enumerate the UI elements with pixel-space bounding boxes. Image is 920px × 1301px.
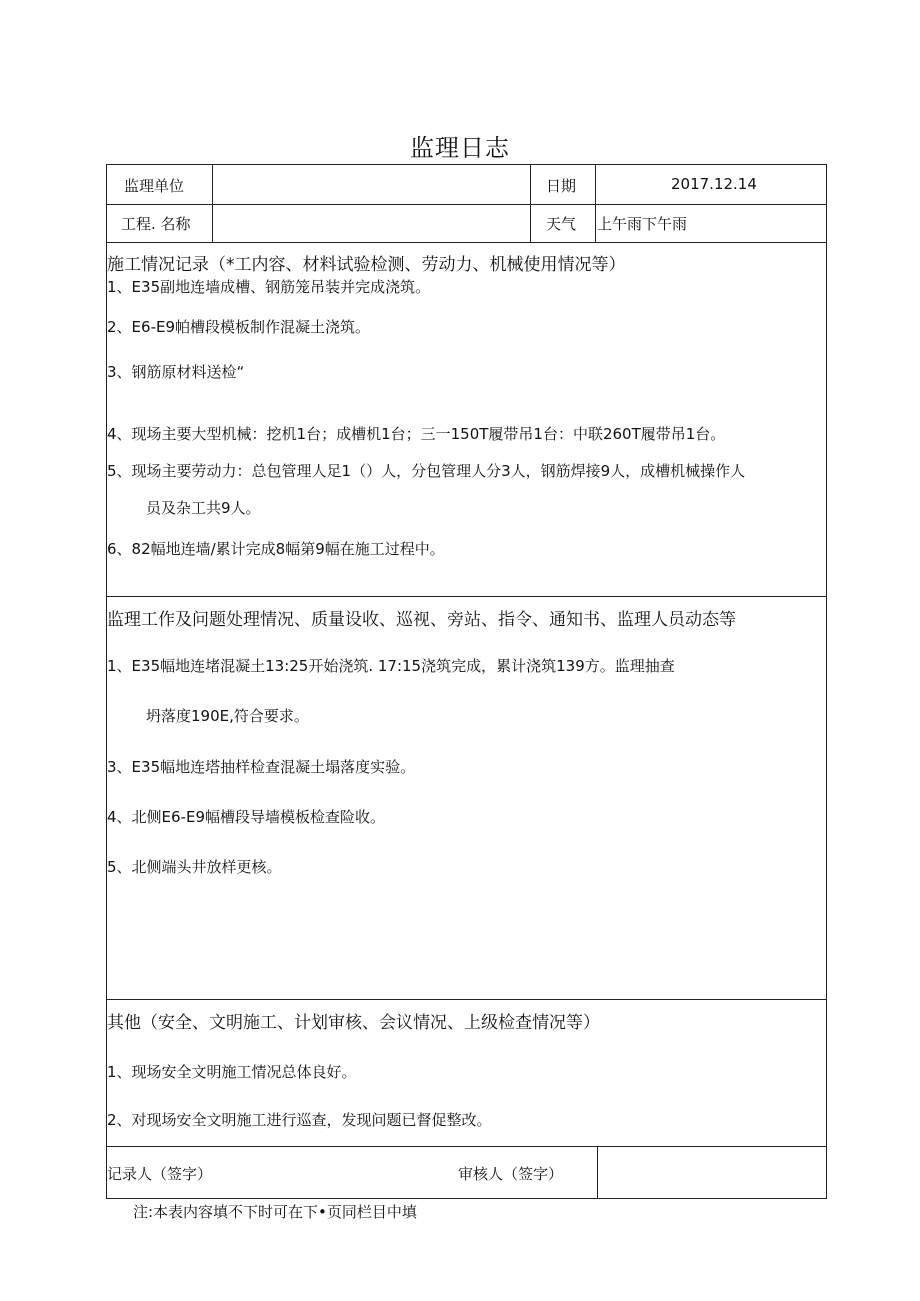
list-item: 1、E35副地连墙成槽、钢筋笼吊装并完成浇筑。 (107, 278, 431, 296)
section-divider (106, 596, 827, 597)
section-divider (106, 1146, 827, 1147)
footnote: 注:本表内容填不下时可在下•页同栏目中填 (133, 1203, 417, 1221)
other-heading: 其他（安全、文明施工、计划审核、会议情况、上级检查情况等） (107, 1013, 600, 1033)
column-divider (530, 164, 531, 242)
date-value[interactable]: 2017.12.14 (671, 175, 757, 193)
row-divider (106, 242, 827, 243)
list-item: 4、现场主要大型机械：挖机1台；成槽机1台；三一150T履带吊1台：中联260T履带吊1台。 (107, 425, 726, 443)
list-item: 1、E35幅地连堵混凝土13:25开始浇筑. 17:15浇筑完成，累计浇筑139方。监理抽查 (107, 657, 675, 675)
list-item: 3、E35幅地连塔抽样检查混凝土塌落度实验。 (107, 758, 416, 776)
supervision-heading: 监理工作及问题处理情况、质量设收、巡视、旁站、指令、通知书、监理人员动态等 (107, 610, 736, 630)
recorder-label: 记录人（签字） (107, 1165, 213, 1183)
list-item: 1、现场安全文明施工情况总体良好。 (107, 1063, 357, 1081)
list-item: 5、北侧端头井放样更核。 (107, 858, 282, 876)
reviewer-label: 审核人（签字） (458, 1165, 564, 1183)
column-divider (212, 164, 213, 242)
weather-label: 天气 (546, 215, 577, 233)
list-item: 3、钢筋原材料送检“ (107, 363, 245, 381)
column-divider (595, 164, 596, 242)
section-divider (106, 999, 827, 1000)
unit-label: 监理单位 (124, 177, 185, 195)
reviewer-signature-field[interactable] (605, 1163, 820, 1187)
list-item: 2、E6-E9帕槽段模板制作混凝土浇筑。 (107, 318, 370, 336)
date-label: 日期 (546, 177, 577, 195)
construction-heading: 施工情况记录（*工内容、材料试验检测、劳动力、机械使用情况等） (107, 255, 626, 275)
column-divider (597, 1146, 598, 1199)
list-item: 2、对现场安全文明施工进行巡查，发现问题已督促整改。 (107, 1111, 492, 1129)
list-item: 员及杂工共9人。 (146, 499, 261, 517)
list-item: 6、82幅地连墙/累计完成8幅第9幅在施工过程中。 (107, 540, 445, 558)
list-item: 4、北侧E6-E9幅槽段导墙模板检查险收。 (107, 808, 385, 826)
list-item: 5、现场主要劳动力：总包管理人足1（）人，分包管理人分3人，钢筋焊接9人，成槽机械操作人 (107, 462, 746, 480)
page-title: 监理日志 (410, 134, 510, 162)
list-item: 坍落度190E,符合要求。 (146, 707, 309, 725)
project-label: 工程. 名称 (121, 215, 191, 233)
weather-value[interactable]: 上午雨下午雨 (597, 215, 688, 233)
row-divider (106, 204, 827, 205)
